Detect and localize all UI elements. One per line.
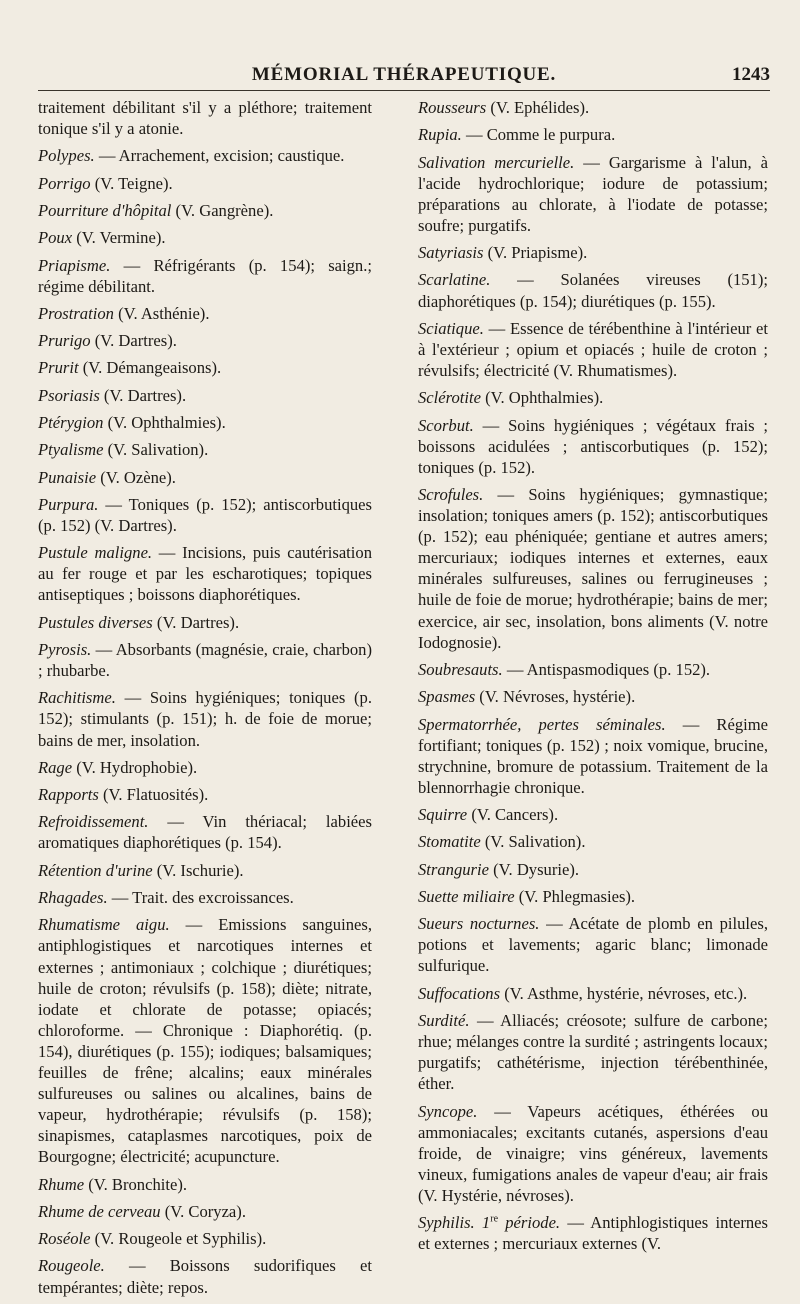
- entry-term-continued: période.: [498, 1213, 561, 1233]
- entry-term: Sclérotite: [418, 388, 481, 408]
- entry-text: — Incisions, puis cautérisation au fer rouge et par les escharotiques; topiques antiseptiques ; boissons diaphorétiques.: [38, 543, 372, 605]
- dictionary-entry: [38, 542, 372, 605]
- left-column: [38, 97, 372, 1304]
- entry-text: (V. Dartres).: [90, 331, 177, 351]
- entry-text: — Absorbants (magnésie, craie, charbon) ; rhubarbe.: [38, 639, 372, 681]
- header-rule: [38, 90, 770, 91]
- entry-text: — Emissions sanguines, antiphlogistiques et narcotiques internes et externes ; antimoniaux ; colchique ; diurétiques; huile de croton; révulsifs (p. 158); diète; nitrate, iodate et chlorate de potasse; opiacés; chloroforme. — Chronique : Diaphorétiq. (p. 154), diurétiques (p. 155); iodiques; balsamiques; feuilles de frêne; alcalins; eaux minérales sulfureuses ou salines ou alcalines, bains de vapeur, hydrothérapie; révulsifs (p. 158); sinapismes, cataplasmes narcotiques, poix de Bourgogne; électricité; acupuncture.: [38, 915, 372, 1167]
- entry-term: Punaisie: [38, 467, 97, 487]
- entry-term: Suette miliaire: [418, 886, 515, 906]
- entry-term: Rétention d'urine: [38, 860, 153, 880]
- entry-term: Rhume de cerveau: [38, 1201, 161, 1221]
- entry-text: (V. Gangrène).: [171, 200, 274, 220]
- dictionary-entry: [418, 1101, 768, 1206]
- entry-text: — Gargarisme à l'alun, à l'acide hydrochlorique; iodure de potassium; préparations au chlorate, à l'iodate de potasse; soufre; purgatifs.: [418, 152, 768, 235]
- entry-term: Scarlatine.: [418, 270, 491, 290]
- entry-term-superscript: re: [490, 1213, 499, 1225]
- entry-text: — Soins hygiéniques ; végétaux frais ; boissons acidulées ; antiscorbutiques (p. 152); toniques (p. 152).: [418, 415, 768, 477]
- entry-text: (V. Teigne).: [90, 173, 173, 193]
- entry-text: — Antispasmodiques (p. 152).: [502, 659, 711, 679]
- entry-term: Rhagades.: [38, 888, 108, 908]
- dictionary-entry: [418, 831, 768, 852]
- entry-text: (V. Salivation).: [103, 440, 209, 460]
- entry-text: (V. Dysurie).: [489, 859, 580, 879]
- entry-term: Prurigo: [38, 331, 91, 351]
- dictionary-entry: [418, 124, 768, 145]
- entry-term: Porrigo: [38, 173, 91, 193]
- entry-term: Rachitisme.: [38, 688, 116, 708]
- dictionary-entry: [418, 318, 768, 381]
- entry-text: — Acétate de plomb en pilules, potions et lavements; agaric blanc; limonade sulfurique.: [418, 914, 768, 976]
- entry-text: (V. Asthme, hystérie, névroses, etc.).: [500, 983, 748, 1003]
- entry-term: Soubresauts.: [418, 659, 503, 679]
- entry-term: Suffocations: [418, 983, 501, 1003]
- dictionary-entry: [38, 1174, 372, 1195]
- running-title: MÉMORIAL THÉRAPEUTIQUE.: [251, 64, 557, 85]
- dictionary-entry: [38, 303, 372, 324]
- entry-term: Rupia.: [418, 125, 462, 145]
- dictionary-entry: [38, 1201, 372, 1222]
- entry-term: Priapisme.: [38, 255, 111, 275]
- entry-term: Prurit: [38, 358, 79, 378]
- dictionary-entry: [418, 1010, 768, 1094]
- entry-text: — Trait. des excroissances.: [107, 888, 294, 908]
- entry-text: (V. Ozène).: [96, 467, 176, 487]
- entry-text: (V. Dartres).: [99, 385, 187, 405]
- entry-text: (V. Ophthalmies).: [103, 413, 226, 432]
- entry-text: (V. Rougeole et Syphilis).: [90, 1229, 267, 1249]
- dictionary-entry: [38, 860, 372, 881]
- dictionary-entry: [38, 357, 372, 378]
- entry-term: Rapports: [38, 785, 99, 805]
- entry-term: Syncope.: [418, 1101, 478, 1121]
- dictionary-entry: [38, 887, 372, 908]
- entry-term: Ptérygion: [38, 413, 104, 432]
- entry-text: (V. Dartres).: [152, 612, 240, 632]
- entry-term: Scorbut.: [418, 415, 474, 435]
- entry-term: Pustules diverses: [38, 612, 153, 632]
- dictionary-entry: [38, 687, 372, 750]
- entry-text: (V. Priapisme).: [483, 243, 588, 263]
- dictionary-entry: [38, 914, 372, 1167]
- dictionary-entry: [418, 269, 768, 311]
- entry-term: Rousseurs: [418, 98, 487, 117]
- entry-text: (V. Bronchite).: [84, 1174, 188, 1194]
- entry-text: (V. Ephélides).: [486, 98, 590, 117]
- entry-text: — Vapeurs acétiques, éthérées ou ammoniacales; excitants cutanés, aspersions d'eau froide, de vinaigre; vins généreux, lavements vineux, fumigations anales de vapeur d'eau; air frais (V. Hystérie, névroses).: [418, 1101, 768, 1205]
- dictionary-entry: [418, 415, 768, 478]
- entry-term: Rhume: [38, 1174, 85, 1194]
- entry-text: (V. Ophthalmies).: [480, 388, 604, 408]
- entry-term: Squirre: [418, 805, 468, 825]
- page-number: 1243: [732, 64, 770, 85]
- dictionary-entry: [418, 97, 768, 118]
- dictionary-entry: [38, 97, 372, 139]
- dictionary-entry: [38, 200, 372, 221]
- entry-text: — Solanées vireuses (151); diaphorétiques (p. 154); diurétiques (p. 155).: [418, 270, 768, 311]
- entry-term: Syphilis. 1: [418, 1213, 491, 1233]
- entry-text: (V. Flatuosités).: [98, 785, 209, 805]
- entry-term: Rougeole.: [38, 1256, 105, 1276]
- entry-term: Spermatorrhée, pertes séminales.: [418, 714, 666, 734]
- dictionary-entry: [38, 639, 372, 681]
- entry-term: Poux: [38, 228, 73, 248]
- dictionary-entry: [418, 659, 768, 680]
- dictionary-entry: [38, 757, 372, 778]
- entry-text: (V. Ischurie).: [152, 860, 244, 880]
- dictionary-entry: [38, 494, 372, 536]
- dictionary-entry: [38, 412, 372, 433]
- dictionary-entry: [38, 612, 372, 633]
- entry-text: — Vin thériacal; labiées aromatiques diaphorétiques (p. 154).: [38, 812, 372, 853]
- entry-term: Strangurie: [418, 859, 489, 879]
- entry-text: — Antiphlogistiques internes et externes ; mercuriaux externes (V.: [418, 1213, 769, 1254]
- entry-text: — Soins hygiéniques; gymnastique; insolation; toniques amers (p. 152); antiscorbutiques (p. 152); eau phéniquée; gentiane et autres amers; mercuriaux; iodiques internes et externes, eaux minérales sulfureuses, salines ou ferrugineuses ; huile de foie de morue; hydrothérapie; bains de mer; exercice, air sec, insolation, bons aliments (V. notre Iodognosie).: [418, 485, 768, 652]
- entry-term: Ptyalisme: [38, 440, 104, 460]
- dictionary-entry: [418, 859, 768, 880]
- entry-text: (V. Coryza).: [160, 1201, 246, 1221]
- entry-text: — Toniques (p. 152); antiscorbutiques (p. 152) (V. Dartres).: [38, 494, 372, 535]
- entry-text: — Boissons sudorifiques et tempérantes; diète; repos.: [38, 1256, 372, 1297]
- entry-text: (V. Névroses, hystérie).: [475, 687, 636, 707]
- dictionary-entry: [38, 385, 372, 406]
- entry-text: traitement débilitant s'il y a pléthore; traitement tonique s'il y a atonie.: [38, 98, 372, 139]
- dictionary-entry: [418, 804, 768, 825]
- entry-term: Spasmes: [418, 687, 476, 707]
- entry-text: (V. Hydrophobie).: [72, 757, 198, 777]
- entry-text: — Essence de térébenthine à l'intérieur et à l'extérieur ; opium et opiacés ; huile de croton ; révulsifs; électricité (V. Rhumatismes).: [418, 318, 768, 380]
- entry-term: Pustule maligne.: [38, 543, 153, 563]
- dictionary-entry: [38, 227, 372, 248]
- entry-term: Sueurs nocturnes.: [418, 914, 540, 934]
- dictionary-entry: [38, 1255, 372, 1297]
- dictionary-entry: [418, 913, 768, 976]
- entry-term: Psoriasis: [38, 385, 100, 405]
- entry-text: — Alliacés; créosote; sulfure de carbone; rhue; mélanges contre la surdité ; astringents locaux; purgatifs; cathétérisme, injection térébenthinée, éther.: [418, 1010, 768, 1094]
- dictionary-entry: [38, 330, 372, 351]
- entry-text: (V. Salivation).: [480, 832, 586, 852]
- entry-term: Polypes.: [38, 146, 95, 166]
- entry-term: Salivation mercurielle.: [418, 152, 575, 172]
- dictionary-entry: [38, 784, 372, 805]
- entry-text: — Arrachement, excision; caustique.: [94, 146, 345, 166]
- entry-text: — Soins hygiéniques; toniques (p. 152); stimulants (p. 151); h. de foie de morue; bains de mer, insolation.: [38, 688, 372, 750]
- entry-term: Stomatite: [418, 832, 481, 852]
- dictionary-entry: [38, 1228, 372, 1249]
- entry-term: Refroidissement.: [38, 812, 149, 832]
- dictionary-entry: [418, 1212, 768, 1254]
- dictionary-entry: [418, 242, 768, 263]
- dictionary-entry: [418, 886, 768, 907]
- entry-text: — Comme le purpura.: [461, 125, 616, 145]
- entry-term: Surdité.: [418, 1010, 470, 1030]
- entry-text: (V. Cancers).: [467, 805, 559, 825]
- entry-term: Roséole: [38, 1229, 91, 1249]
- dictionary-entry: [38, 173, 372, 194]
- entry-term: Satyriasis: [418, 243, 484, 263]
- dictionary-entry: [418, 983, 768, 1004]
- entry-text: (V. Asthénie).: [113, 303, 210, 323]
- entry-term: Purpura.: [38, 494, 99, 514]
- dictionary-entry: [418, 387, 768, 408]
- entry-text: — Réfrigérants (p. 154); saign.; régime débilitant.: [38, 255, 372, 296]
- entry-term: Rhumatisme aigu.: [38, 915, 170, 935]
- page-header: [38, 60, 770, 94]
- entry-text: (V. Démangeaisons).: [78, 358, 222, 378]
- dictionary-entry: [418, 714, 768, 798]
- dictionary-entry: [38, 255, 372, 297]
- dictionary-entry: [418, 686, 768, 707]
- entry-term: Rage: [38, 757, 73, 777]
- entry-text: — Régime fortifiant; toniques (p. 152) ; noix vomique, brucine, strychnine, bromure de potassium. Traitement de la blennorrhagie chronique.: [418, 714, 768, 797]
- right-column: [418, 97, 768, 1261]
- entry-term: Prostration: [38, 303, 114, 323]
- dictionary-entry: [418, 152, 768, 236]
- entry-term: Scrofules.: [418, 485, 484, 504]
- dictionary-entry: [418, 484, 768, 653]
- dictionary-entry: [38, 145, 372, 166]
- entry-text: (V. Phlegmasies).: [514, 886, 636, 906]
- dictionary-entry: [38, 439, 372, 460]
- entry-term: Sciatique.: [418, 318, 484, 338]
- dictionary-entry: [38, 467, 372, 488]
- entry-text: (V. Vermine).: [72, 228, 166, 248]
- entry-term: Pourriture d'hôpital: [38, 200, 172, 220]
- entry-term: Pyrosis.: [38, 639, 92, 659]
- dictionary-entry: [38, 811, 372, 853]
